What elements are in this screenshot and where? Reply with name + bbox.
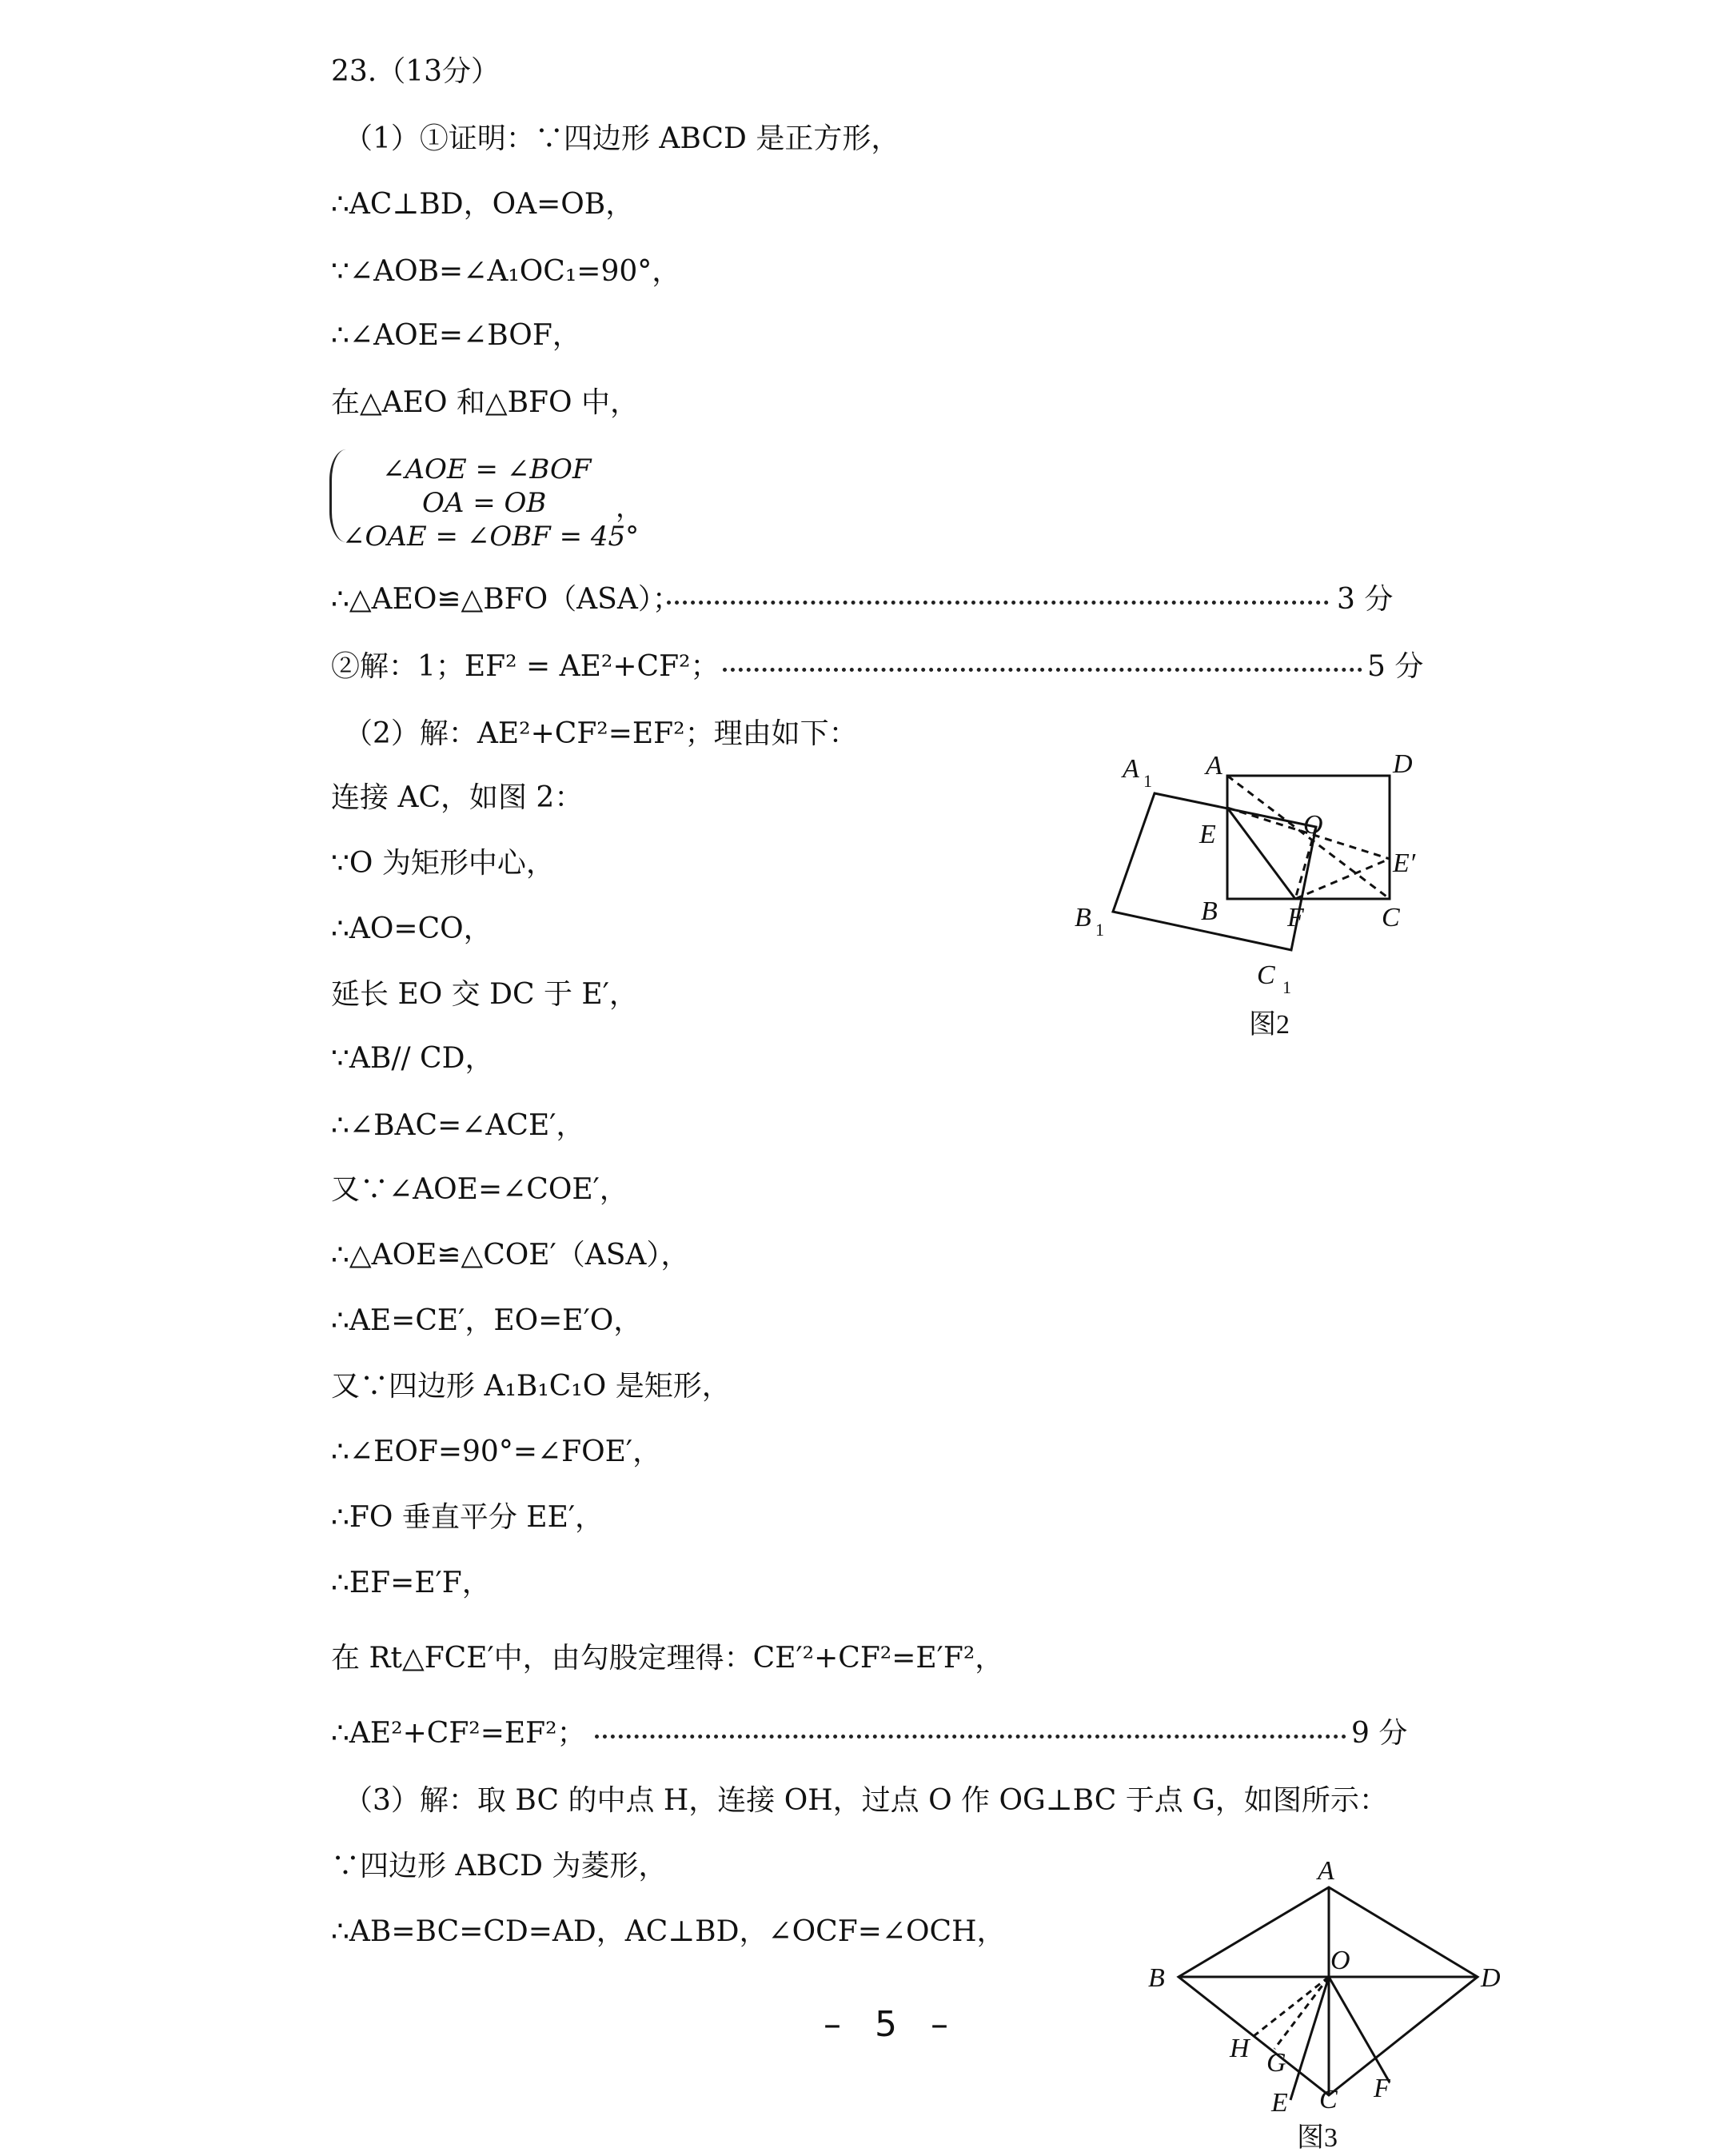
equation-row: ∠AOE = ∠BOF: [382, 453, 592, 485]
figure-2: [1055, 736, 1439, 1056]
label-a: A: [1318, 1856, 1334, 1886]
text-line: ∴FO 垂直平分 EE′，: [331, 1501, 604, 1534]
figure-3-caption: 图3: [1297, 2123, 1338, 2153]
label-g: G: [1266, 2048, 1286, 2078]
text-line: （1）①证明：∵四边形 ABCD 是正方形，: [344, 122, 900, 155]
text-line: 延长 EO 交 DC 于 E′，: [331, 978, 638, 1011]
label-a1-sub: 1: [1143, 771, 1152, 791]
label-a1: A: [1123, 754, 1139, 784]
label-c: C: [1382, 903, 1400, 932]
text-line: 连接 AC，如图 2：: [331, 781, 584, 814]
figure-2-caption: 图2: [1249, 1010, 1290, 1040]
text-line: ∵∠AOB=∠A₁OC₁=90°，: [331, 255, 681, 288]
equation-row: ∠OAE = ∠OBF = 45°: [342, 521, 640, 553]
score-label: 9 分: [1351, 1717, 1408, 1750]
page-number: – 5 –: [824, 2004, 959, 2045]
text-line: ∴△AOE≌△COE′（ASA），: [331, 1239, 690, 1272]
text-line: ∴AE=CE′，EO=E′O，: [331, 1304, 643, 1337]
text-line: ∴AB=BC=CD=AD，AC⊥BD，∠OCF=∠OCH，: [331, 1915, 1006, 1948]
text-line: ∴∠AOE=∠BOF，: [331, 319, 581, 352]
label-f: F: [1287, 903, 1304, 932]
label-b1-sub: 1: [1095, 920, 1104, 940]
text-line: ∴AO=CO，: [331, 912, 493, 945]
label-c: C: [1319, 2085, 1338, 2114]
label-e-prime: E′: [1393, 848, 1416, 878]
text-line: ∵O 为矩形中心，: [331, 847, 555, 880]
label-b: B: [1148, 1963, 1165, 1993]
text-line: ∴EF=E′F，: [331, 1567, 491, 1599]
page-header: 23.（13分）: [331, 55, 501, 88]
rectangle-a1b1c1o: [1113, 793, 1316, 950]
label-e: E: [1271, 2088, 1288, 2118]
text-line: ∵AB// CD，: [331, 1042, 494, 1075]
text-line: ∴AC⊥BD，OA=OB，: [331, 188, 635, 221]
label-b: B: [1201, 896, 1218, 926]
text-line: （2）解：AE²+CF²=EF²；理由如下：: [344, 717, 858, 750]
score-label: 3 分: [1337, 583, 1394, 616]
label-e: E: [1199, 820, 1216, 849]
label-c1-sub: 1: [1282, 977, 1291, 997]
text-line: ②解：1；EF² = AE²+CF²；: [331, 650, 720, 683]
text-line: ∴AE²+CF²=EF²；: [331, 1717, 586, 1750]
text-line: ∵四边形 ABCD 为菱形，: [331, 1850, 668, 1883]
label-d: D: [1393, 749, 1413, 779]
dotted-leader: [723, 668, 1362, 672]
label-h: H: [1230, 2034, 1250, 2063]
score-label: 5 分: [1367, 650, 1424, 683]
label-a: A: [1206, 751, 1222, 781]
text-line: （3）解：取 BC 的中点 H，连接 OH，过点 O 作 OG⊥BC 于点 G，如图所示：: [344, 1784, 1388, 1817]
text-line: 在 Rt△FCE′中，由勾股定理得：CE′²+CF²=E′F²，: [331, 1642, 1004, 1675]
text-line: ∴∠EOF=90°=∠FOE′，: [331, 1435, 662, 1468]
label-b1: B: [1075, 903, 1091, 932]
text-line: 又∵∠AOE=∠COE′，: [331, 1173, 628, 1206]
segment-of: [1329, 1977, 1390, 2082]
figure-3: [1135, 1839, 1519, 2156]
text-line: 又∵四边形 A₁B₁C₁O 是矩形，: [331, 1370, 731, 1403]
segment-oh: [1254, 1977, 1329, 2036]
text-line: 在△AEO 和△BFO 中，: [331, 386, 639, 419]
label-d: D: [1481, 1963, 1501, 1993]
equation-row: OA = OB: [422, 487, 547, 519]
label-c1: C: [1257, 960, 1275, 990]
dotted-leader: [667, 601, 1329, 605]
label-o: O: [1303, 810, 1323, 840]
label-o: O: [1330, 1946, 1350, 1975]
text-line: ∴△AEO≌△BFO（ASA）；: [331, 583, 681, 616]
dotted-leader: [595, 1735, 1346, 1739]
label-f: F: [1374, 2074, 1390, 2103]
text-line: ∴∠BAC=∠ACE′，: [331, 1109, 585, 1142]
equation-comma: ，: [616, 492, 643, 524]
